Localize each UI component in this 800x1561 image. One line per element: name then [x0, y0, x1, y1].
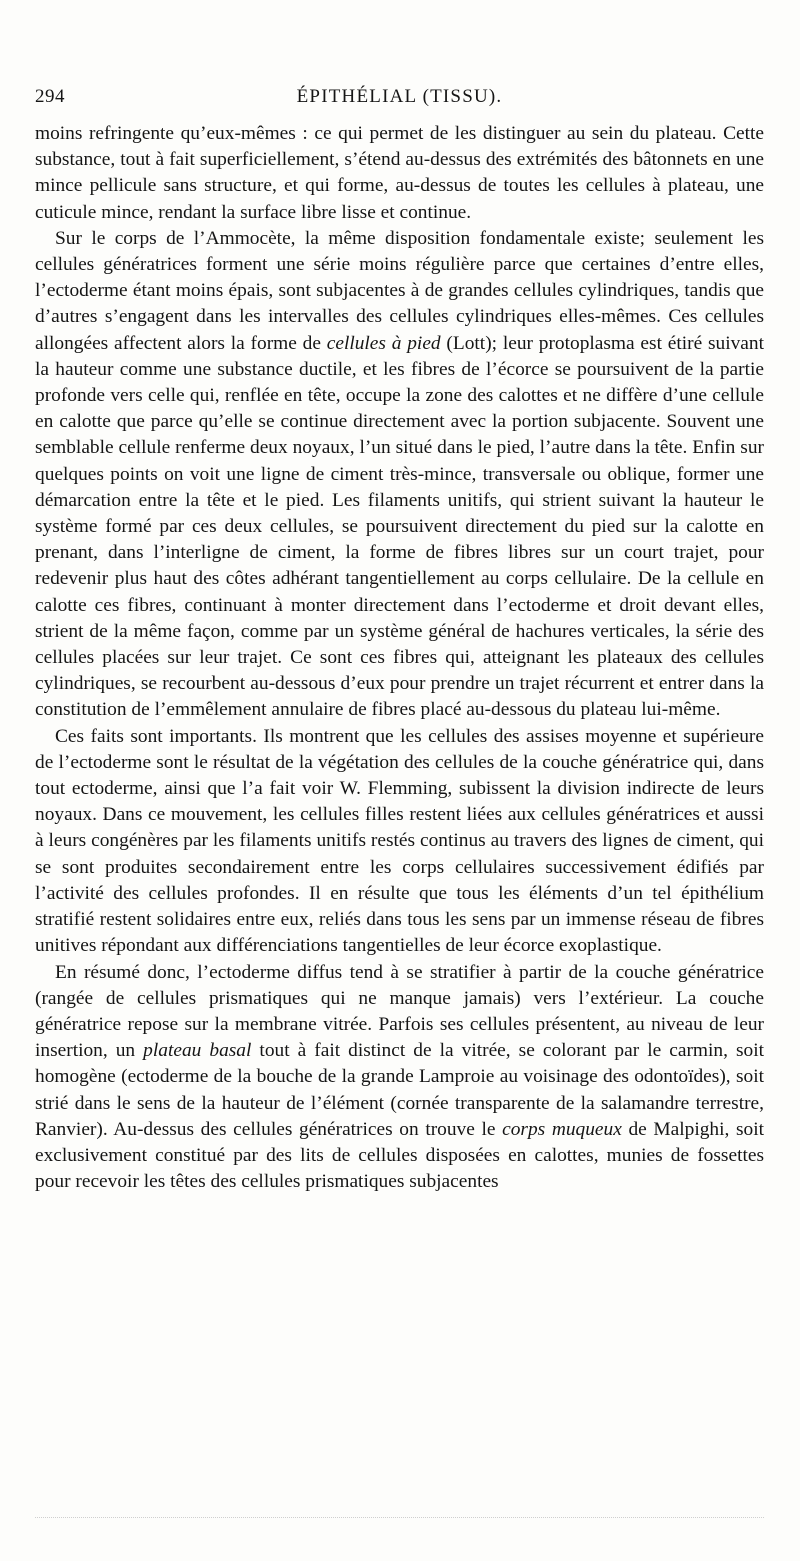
italic-term: cellules à pied	[326, 332, 441, 354]
paragraph	[35, 960, 764, 1196]
page-number: 294	[35, 86, 65, 107]
paragraph	[35, 226, 764, 724]
text-run: moins refringente qu’eux-mêmes : ce qui permet de les distinguer au sein du plateau. Cette substance, tout à fait superficiellement, s’étend au-dessus des extrémités des bâtonnets en une mince pellicule sans structure, et qui forme, au-dessus de toutes les cellules à plateau, une cuticule mince, rendant la surface libre lisse et continue.	[35, 123, 764, 223]
text-run: de Malpighi, soit exclusivement constitué par des lits de cellules disposées en calottes, munies de fossettes pour recevoir les têtes des cellules prismatiques subjacentes	[35, 1118, 764, 1193]
footer-divider	[35, 1517, 764, 1522]
running-title: ÉPITHÉLIAL (TISSU).	[296, 86, 503, 107]
paragraph	[35, 724, 764, 960]
paragraph	[35, 121, 764, 226]
italic-term: corps muqueux	[502, 1118, 622, 1140]
text-run: Sur le corps de l’Ammocète, la même disposition fondamentale existe; seulement les cellules génératrices forment une série moins régulière parce que certaines d’entre elles, l’ectoderme étant moins épais, sont subjacentes à de grandes cellules cylindriques, tandis que d’autres s’engagent dans les intervalles des cellules cylindriques elles-mêmes. Ces cellules allongées affectent alors la forme de	[35, 227, 764, 354]
text-run: (Lott); leur protoplasma est étiré suivant la hauteur comme une substance ductile, et les fibres de l’écorce se poursuivent de la partie profonde vers celle qui, renflée en tête, occupe la zone des calottes et ne diffère d’une cellule en calotte que parce qu’elle se continue directement avec la portion subjacente. Souvent une semblable cellule renferme deux noyaux, l’un situé dans le pied, l’autre dans la tête. Enfin sur quelques points on voit une ligne de ciment très-mince, transversale ou oblique, former une démarcation entre la tête et le pied. Les filaments unitifs, qui strient suivant la hauteur le système formé par ces deux cellules, se poursuivent directement du pied sur la calotte en prenant, dans l’interligne de ciment, la forme de fibres libres sur un court trajet, pour redevenir plus haut des côtes adhérant tangentiellement au corps cellulaire. De la cellule en calotte ces fibres, continuant à monter directement dans l’ectoderme et droit devant elles, strient de la même façon, comme par un système général de hachures verticales, la série des cellules placées sur leur trajet. Ce sont ces fibres qui, atteignant les plateaux des cellules cylindriques, se recourbent au-dessous d’eux pour prendre un trajet récurrent et entrer dans la constitution de l’emmêlement annulaire de fibres placé au-dessous du plateau lui-même.	[35, 332, 764, 721]
text-run: Ces faits sont importants. Ils montrent que les cellules des assises moyenne et supérieure de l’ectoderme sont le résultat de la végétation des cellules de la couche génératrice qui, dans tout ectoderme, ainsi que l’a fait voir W. Flemming, subissent la division indirecte de leurs noyaux. Dans ce mouvement, les cellules filles restent liées aux cellules génératrices et aussi à leurs congénères par les filaments unitifs restés continus au travers des lignes de ciment, qui se sont produites secondairement entre les corps cellulaires successivement édifiés par l’activité des cellules profondes. Il en résulte que tous les éléments d’un tel épithélium stratifié restent solidaires entre eux, reliés dans tous les sens par un immense réseau de fibres unitives répondant aux différenciations tangentielles de leur écorce exoplastique.	[35, 725, 764, 957]
italic-term: plateau basal	[143, 1040, 252, 1062]
text-run: tout à fait distinct de la vitrée, se colorant par le carmin, soit homogène (ectoderme de la bouche de la grande Lamproie au voisinage des odontoïdes), soit strié dans le sens de la hauteur de l’élément (cornée transparente de la salamandre terrestre, Ranvier). Au-dessus des cellules génératrices on trouve le	[35, 1040, 764, 1140]
body-text	[35, 121, 764, 1195]
running-header	[35, 86, 764, 118]
text-run: En résumé donc, l’ectoderme diffus tend à se stratifier à partir de la couche génératrice (rangée de cellules prismatiques qui ne manque jamais) vers l’extérieur. La couche génératrice repose sur la membrane vitrée. Parfois ses cellules présentent, au niveau de leur insertion, un	[35, 961, 764, 1062]
